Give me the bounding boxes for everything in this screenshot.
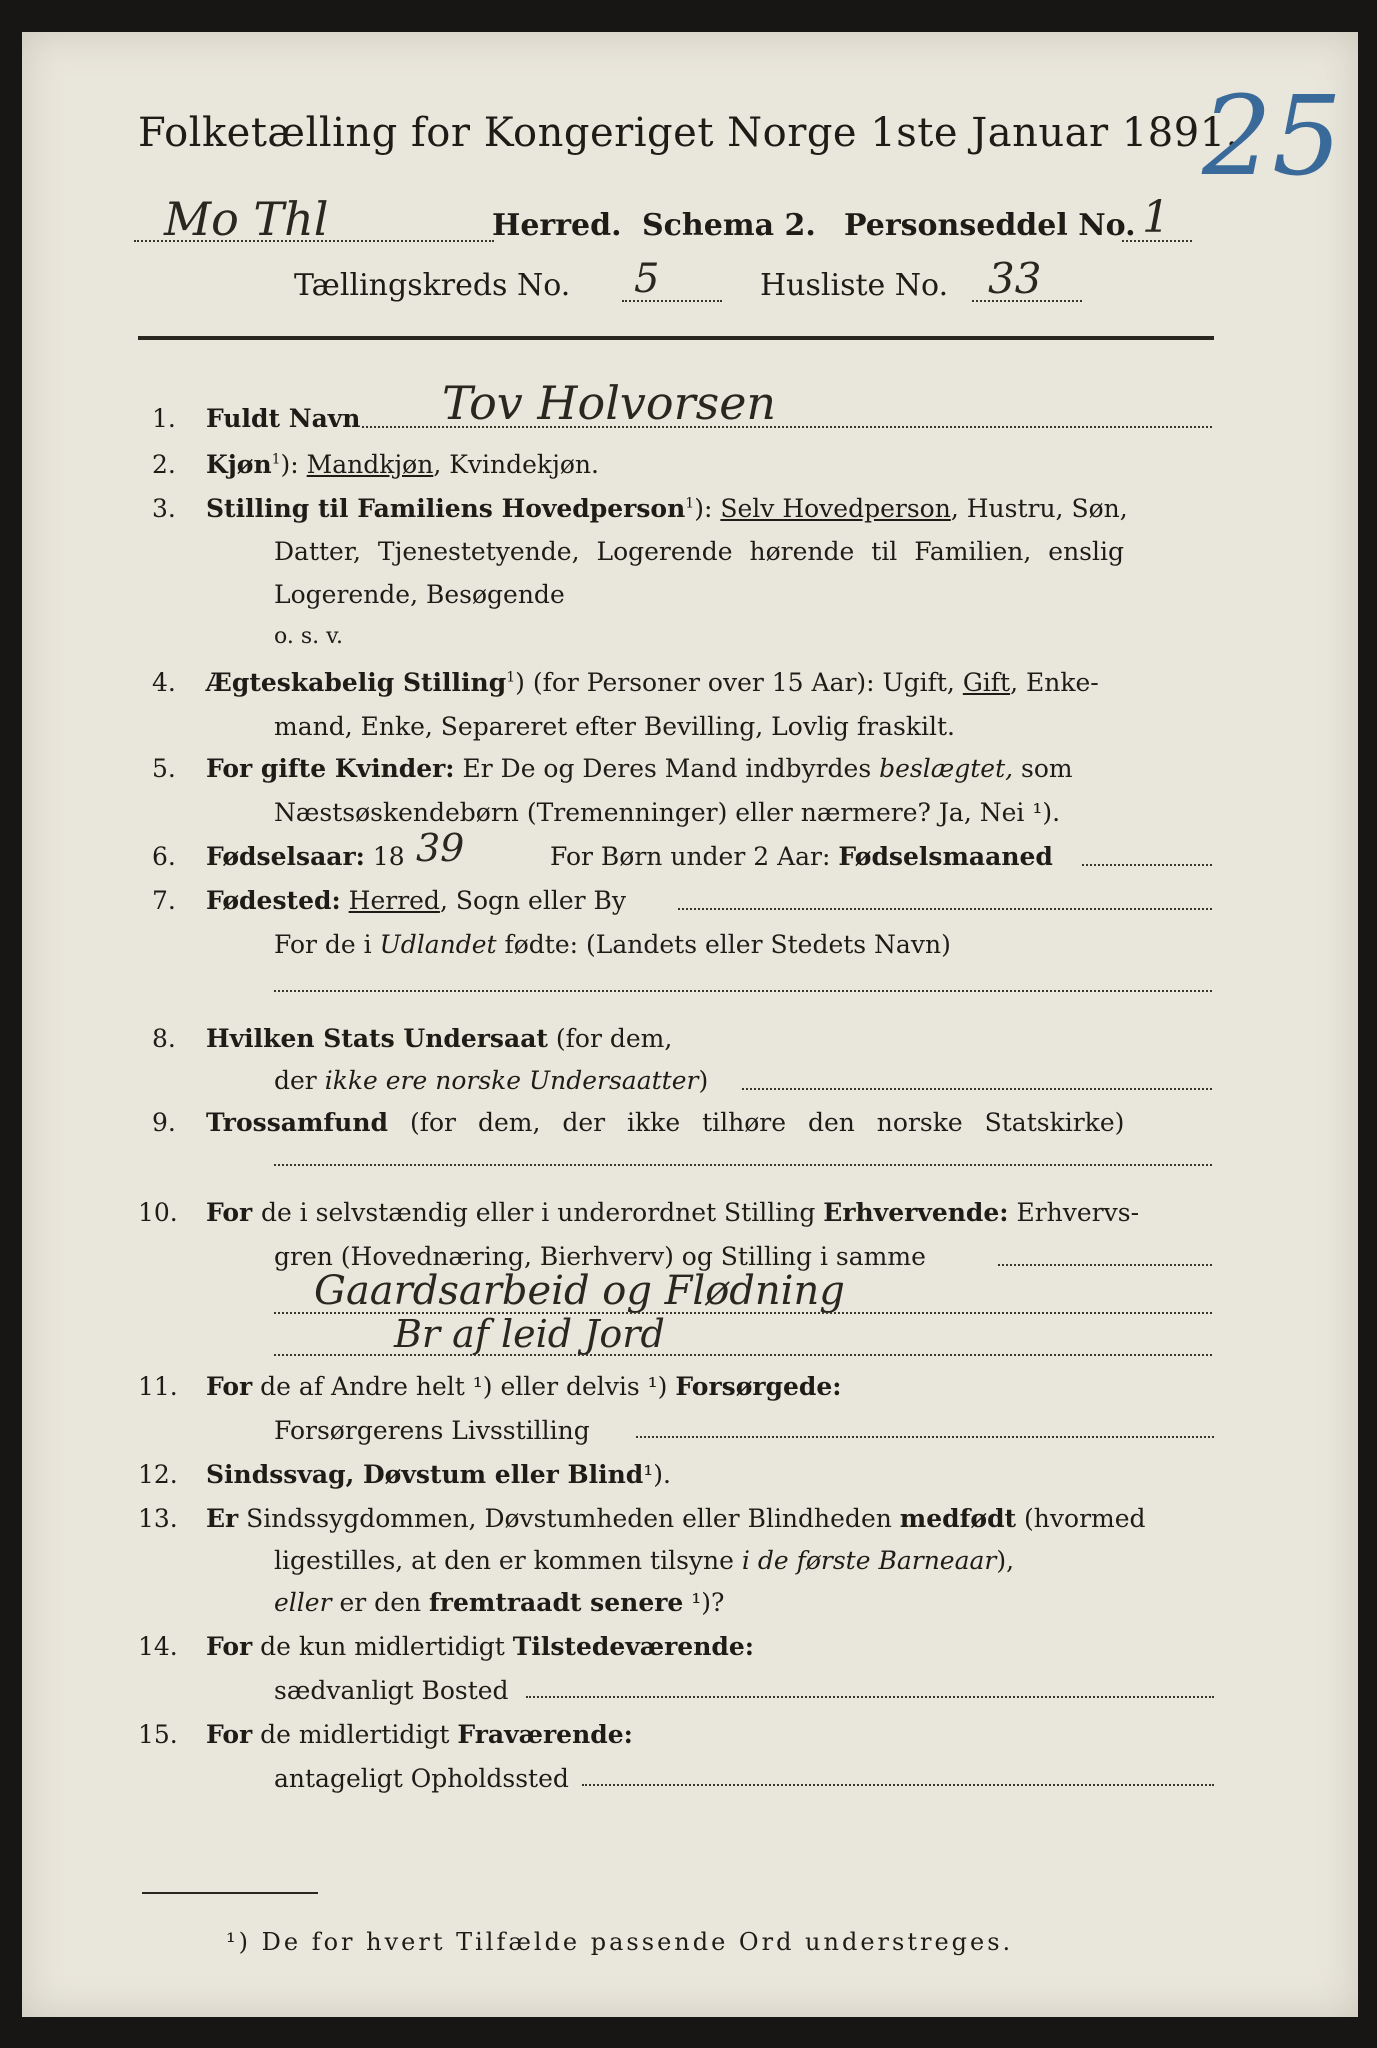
q4-line1: Ægteskabelig Stilling$^1$) (for Personer over 15 Aar): Ugift, Gift, Enke- <box>206 668 1099 697</box>
q12-number: 12. <box>138 1460 178 1489</box>
q8-number: 8. <box>152 1024 176 1053</box>
q8-line1: Hvilken Stats Undersaat (for dem, <box>206 1024 673 1053</box>
q1-answer: Tov Holvorsen <box>442 376 777 430</box>
q10-dotline <box>998 1264 1212 1266</box>
q8-line2: der ikke ere norske Undersaatter) <box>274 1066 709 1095</box>
q6-line <box>206 842 405 871</box>
q5-text: Er De og Deres Mand indbyrdes <box>462 754 880 783</box>
q5-line2: Næstsøskendebørn (Tremenninger) eller nærmere? Ja, Nei ¹). <box>274 798 1061 827</box>
husliste-value: 33 <box>988 254 1042 303</box>
q14-line1: For de kun midlertidigt Tilstedeværende: <box>206 1632 755 1661</box>
q6-prefix: 18 <box>372 842 405 871</box>
q2-text: ): <box>280 450 307 479</box>
q13-line3: eller er den fremtraadt senere ¹)? <box>274 1588 725 1617</box>
q15-line1: For de midlertidigt Fraværende: <box>206 1720 633 1749</box>
q6-answer: 39 <box>416 826 465 870</box>
q3-line3: Logerende, Besøgende <box>274 580 565 609</box>
q7-dotline <box>678 908 1212 910</box>
q6-rest-line <box>550 842 1053 871</box>
footnote-rule <box>142 1892 318 1894</box>
q2-opt-mandkjon: Mandkjøn <box>306 450 434 479</box>
q3-number: 3. <box>152 494 176 523</box>
q3-line4: o. s. v. <box>274 624 343 649</box>
q6-number: 6. <box>152 842 176 871</box>
q6-rest: For Børn under 2 Aar: <box>550 842 831 871</box>
q1-number: 1. <box>152 404 176 433</box>
q5-number: 5. <box>152 754 176 783</box>
form-title: Folketælling for Kongeriget Norge 1ste Januar 1891. <box>138 110 1239 156</box>
herred-label: Herred. <box>492 208 622 243</box>
footnote: ¹) De for hvert Tilfælde passende Ord understreges. <box>226 1928 1014 1956</box>
q13-line1: Er Sindssygdommen, Døvstumheden eller Blindheden medfødt (hvormed <box>206 1504 1146 1533</box>
husliste-label: Husliste No. <box>760 268 949 303</box>
q15-number: 15. <box>138 1720 178 1749</box>
q4-text: ) (for Personer over 15 Aar): Ugift, <box>515 668 963 697</box>
q3-text: ): <box>694 494 721 523</box>
q11-number: 11. <box>138 1372 178 1401</box>
q7-number: 7. <box>152 886 176 915</box>
q2-number: 2. <box>152 450 176 479</box>
personseddel-label: Personseddel No. <box>844 208 1136 243</box>
q7-rest: , Sogn eller By <box>439 886 627 915</box>
q3-line1-rest: , Hustru, Søn, <box>950 494 1128 523</box>
q15-line2: antageligt Opholdssted <box>274 1764 569 1793</box>
q3-opt-selv: Selv Hovedperson <box>720 494 951 523</box>
q2-line <box>206 450 599 479</box>
q5-italic: beslægtet, <box>879 754 1014 783</box>
personseddel-dotline <box>1122 240 1192 242</box>
q12-line: Sindssvag, Døvstum eller Blind¹). <box>206 1460 672 1489</box>
q4-line2: mand, Enke, Separeret efter Bevilling, Lovlig fraskilt. <box>274 712 955 741</box>
kreds-label: Tællingskreds No. <box>294 268 571 303</box>
q3-line2: Datter, Tjenestetyende, Logerende hørende til Familien, enslig <box>274 537 1125 566</box>
q13-line2: ligestilles, at den er kommen tilsyne i de første Barneaar), <box>274 1546 1015 1575</box>
q2-label: Kjøn <box>206 450 272 479</box>
q7-line1 <box>206 886 626 915</box>
q7-dotline-2 <box>274 990 1212 992</box>
q5-line1 <box>206 754 1073 783</box>
q4-opt-gift: Gift <box>962 668 1011 697</box>
q14-line2: sædvanligt Bosted <box>274 1676 509 1705</box>
census-form-sheet <box>22 32 1358 2017</box>
q4-number: 4. <box>152 668 176 697</box>
kreds-value: 5 <box>634 256 660 302</box>
q7-line2: For de i Udlandet fødte: (Landets eller Stedets Navn) <box>274 930 951 959</box>
herred-value: Mo Thl <box>164 192 329 246</box>
q9-line: Trossamfund (for dem, der ikke tilhøre den norske Statskirke) <box>206 1108 1125 1137</box>
q10-line1: For de i selvstændig eller i underordnet Stilling Erhvervende: Erhvervs- <box>206 1198 1140 1227</box>
q10-answer-2: Br af leid Jord <box>394 1312 665 1356</box>
q7-opt-herred: Herred <box>348 886 440 915</box>
q1-label: Fuldt Navn <box>206 404 361 433</box>
q13-number: 13. <box>138 1504 178 1533</box>
q2-opt-kvindekjon: , Kvindekjøn. <box>433 450 599 479</box>
q11-line2: Forsørgerens Livsstilling <box>274 1416 590 1445</box>
personseddel-value: 1 <box>1142 192 1170 243</box>
q5-label: For gifte Kvinder: <box>206 754 455 783</box>
q8-dotline <box>742 1088 1212 1090</box>
q6-rest-bold: Fødselsmaaned <box>838 842 1053 871</box>
q10-answer-1: Gaardsarbeid og Flødning <box>314 1268 845 1314</box>
q14-dotline <box>526 1696 1214 1698</box>
q11-line1: For de af Andre helt ¹) eller delvis ¹) Forsørgede: <box>206 1372 842 1401</box>
header-rule <box>138 336 1214 340</box>
q14-number: 14. <box>138 1632 178 1661</box>
q10-dotline-3 <box>274 1354 1212 1356</box>
q9-number: 9. <box>152 1108 176 1137</box>
q6-label: Fødselsaar: <box>206 842 365 871</box>
q9-dotline <box>274 1164 1212 1166</box>
q3-line1 <box>206 494 1128 523</box>
schema-label: Schema 2. <box>642 208 816 243</box>
q15-dotline <box>582 1784 1214 1786</box>
husliste-dotline <box>972 300 1082 302</box>
q5-rest: som <box>1013 754 1073 783</box>
q6-dotline <box>1082 864 1212 866</box>
herred-dotline <box>134 240 494 242</box>
q2-sup: 1 <box>271 451 281 468</box>
q4-line1-rest: , Enke- <box>1010 668 1099 697</box>
q11-dotline <box>636 1436 1214 1438</box>
margin-number: 25 <box>1202 72 1342 200</box>
q4-label: Ægteskabelig Stilling <box>206 668 507 697</box>
q7-label: Fødested: <box>206 886 341 915</box>
q10-line2: gren (Hovednæring, Bierhverv) og Stilling i samme <box>274 1242 926 1271</box>
q3-sup: 1 <box>685 495 695 512</box>
kreds-dotline <box>622 300 722 302</box>
q10-number: 10. <box>138 1198 178 1227</box>
q3-label: Stilling til Familiens Hovedperson <box>206 494 686 523</box>
